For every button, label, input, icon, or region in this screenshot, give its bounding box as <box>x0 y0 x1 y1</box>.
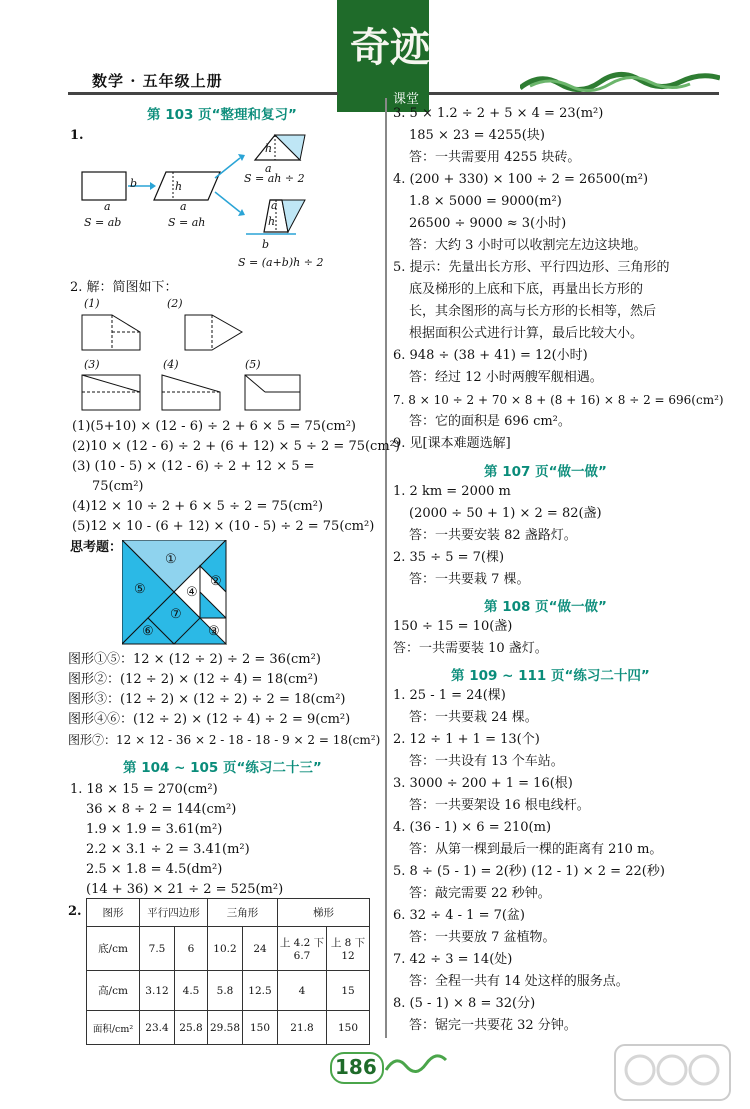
td-area-6: 150 <box>327 1011 370 1045</box>
section-title-107: 第 107 页“做一做” <box>484 464 607 480</box>
td-base-4: 24 <box>243 927 278 971</box>
think-line-2: 图形②：(12 ÷ 2) × (12 ÷ 4) = 18(cm²) <box>68 672 319 687</box>
think-line-5: 图形⑦：12 × 12 - 36 × 2 - 18 - 18 - 9 × 2 = 18(cm²) <box>68 733 381 747</box>
td-base-3: 10.2 <box>208 927 243 971</box>
para-h-label: h <box>175 180 183 193</box>
q2-heading: 2. 解：简图如下： <box>70 280 178 295</box>
q2-line-5: (4)12 × 10 ÷ 2 + 6 × 5 ÷ 2 = 75(cm²) <box>72 499 324 514</box>
r2-line-5: 答：一共要栽 7 棵。 <box>409 572 530 587</box>
td-height-2: 4.5 <box>175 971 208 1011</box>
header-rule-left <box>68 92 338 95</box>
ex-line-5: 2.5 × 1.8 = 4.5(dm²) <box>86 862 223 877</box>
area-formula-diagram <box>70 130 370 280</box>
tangram-5: ⑤ <box>134 582 146 597</box>
area-table <box>86 898 370 1045</box>
r1-line-9: 底及梯形的上底和下底，再量出长方形的 <box>409 282 644 297</box>
footer-swirl-icon <box>384 1052 454 1080</box>
fig-label-1: (1) <box>84 297 100 310</box>
fig-label-5: (5) <box>245 358 261 371</box>
tri-a-label: a <box>265 162 272 175</box>
td-area-2: 25.8 <box>175 1011 208 1045</box>
q2-table-number: 2. <box>68 904 82 919</box>
td-height-4: 12.5 <box>243 971 278 1011</box>
td-height-5: 4 <box>278 971 327 1011</box>
r1-line-15: 答：它的面积是 696 cm²。 <box>409 414 571 429</box>
r4-line-16: 答：锯完一共要花 32 分钟。 <box>409 1018 577 1033</box>
r2-line-4: 2. 35 ÷ 5 = 7(棵) <box>393 550 505 565</box>
r1-line-12: 6. 948 ÷ (38 + 41) = 12(小时) <box>393 348 588 363</box>
tangram-4: ④ <box>186 585 198 600</box>
ex-line-6: (14 + 36) × 21 ÷ 2 = 525(m²) <box>86 882 284 897</box>
composite-shape-sketches <box>70 310 370 420</box>
r1-line-11: 根据面积公式进行计算，最后比较大小。 <box>409 326 644 341</box>
td-area-3: 29.58 <box>208 1011 243 1045</box>
header-rule-right <box>429 92 719 95</box>
q1-number: 1. <box>70 128 84 143</box>
think-line-3: 图形③：(12 ÷ 2) × (12 ÷ 2) ÷ 2 = 18(cm²) <box>68 692 346 707</box>
r4-line-15: 8. (5 - 1) × 8 = 32(分) <box>393 996 536 1011</box>
td-height-6: 15 <box>327 971 370 1011</box>
r1-line-10: 长，其余图形的高与长方形的长相等，然后 <box>409 304 657 319</box>
section-title-104: 第 104 ~ 105 页“练习二十三” <box>123 760 322 776</box>
think-label: 思考题： <box>70 540 123 555</box>
r1-line-4: 4. (200 + 330) × 100 ÷ 2 = 26500(m²) <box>393 172 649 187</box>
th-shape: 图形 <box>87 899 140 927</box>
r4-line-8: 答：从第一棵到最后一棵的距离有 210 m。 <box>409 842 663 857</box>
r3-line-1: 150 ÷ 15 = 10(盏) <box>393 619 513 634</box>
header-ornament-icon <box>520 70 720 92</box>
tri-h-label: h <box>265 142 273 155</box>
r1-line-7: 答：大约 3 小时可以收割完左边这块地。 <box>409 238 647 253</box>
td-base-2: 6 <box>175 927 208 971</box>
q2-line-3: (3) (10 - 5) × (12 - 6) ÷ 2 + 12 × 5 = <box>72 459 315 474</box>
tri-formula: S = ah ÷ 2 <box>244 172 305 185</box>
fig-label-2: (2) <box>167 297 183 310</box>
td-area-1: 23.4 <box>140 1011 175 1045</box>
rect-formula: S = ab <box>84 216 122 229</box>
trap-h-label: h <box>268 215 276 228</box>
tangram-3: ③ <box>208 624 220 639</box>
td-area-4: 150 <box>243 1011 278 1045</box>
r1-line-3: 答：一共需要用 4255 块砖。 <box>409 150 581 165</box>
r4-line-12: 答：一共要放 7 盆植物。 <box>409 930 556 945</box>
fig-label-3: (3) <box>84 358 100 371</box>
think-line-1: 图形①⑤：12 × (12 ÷ 2) ÷ 2 = 36(cm²) <box>68 652 321 667</box>
q2-line-4: 75(cm²) <box>92 479 144 494</box>
td-base-label: 底/cm <box>87 927 140 971</box>
r2-line-2: (2000 ÷ 50 + 1) × 2 = 82(盏) <box>409 506 602 521</box>
ex-line-4: 2.2 × 3.1 ÷ 2 = 3.41(m²) <box>86 842 250 857</box>
r4-line-1: 1. 25 - 1 = 24(棵) <box>393 688 506 703</box>
tangram-7: ⑦ <box>170 607 182 622</box>
trap-formula: S = (a+b)h ÷ 2 <box>238 256 324 269</box>
trap-b-label: b <box>262 238 270 251</box>
td-base-6: 上 8 下 12 <box>327 927 370 971</box>
r1-line-16: 9. 见[课本难题选解] <box>393 436 511 451</box>
th-trapezoid: 梯形 <box>278 899 370 927</box>
r1-line-6: 26500 ÷ 9000 ≈ 3(小时) <box>409 216 567 231</box>
r4-line-5: 3. 3000 ÷ 200 + 1 = 16(根) <box>393 776 573 791</box>
fig-label-4: (4) <box>163 358 179 371</box>
r1-line-13: 答：经过 12 小时两艘军舰相遇。 <box>409 370 603 385</box>
rect-a-label: a <box>104 200 111 213</box>
trap-a-label: a <box>271 199 278 212</box>
r4-line-10: 答：敲完需要 22 秒钟。 <box>409 886 551 901</box>
th-parallelogram: 平行四边形 <box>140 899 208 927</box>
r4-line-2: 答：一共要栽 24 棵。 <box>409 710 538 725</box>
para-formula: S = ah <box>168 216 206 229</box>
q2-line-2: (2)10 × (12 - 6) ÷ 2 + (6 + 12) × 5 ÷ 2 = 75(cm²) <box>72 439 400 454</box>
rect-b-label: b <box>130 177 138 190</box>
td-height-3: 5.8 <box>208 971 243 1011</box>
r3-line-2: 答：一共需要装 10 盏灯。 <box>393 641 548 656</box>
tangram-1: ① <box>165 552 177 567</box>
ex-line-2: 36 × 8 ÷ 2 = 144(cm²) <box>86 802 237 817</box>
r1-line-5: 1.8 × 5000 = 9000(m²) <box>409 194 562 209</box>
r4-line-14: 答：全程一共有 14 处这样的服务点。 <box>409 974 629 989</box>
section-title-108: 第 108 页“做一做” <box>484 599 607 615</box>
brand-logo-subtext: 课堂 <box>393 92 420 107</box>
r4-line-3: 2. 12 ÷ 1 + 1 = 13(个) <box>393 732 540 747</box>
r1-line-1: 3. 5 × 1.2 ÷ 2 + 5 × 4 = 23(m²) <box>393 106 604 121</box>
q2-line-6: (5)12 × 10 - (6 + 12) × (10 - 5) ÷ 2 = 75(cm²) <box>72 519 375 534</box>
ex-line-1: 1. 18 × 15 = 270(cm²) <box>70 782 218 797</box>
r1-line-14: 7. 8 × 10 ÷ 2 + 70 × 8 + (8 + 16) × 8 ÷ 2 = 696(cm²) <box>393 393 724 407</box>
r4-line-11: 6. 32 ÷ 4 - 1 = 7(盆) <box>393 908 526 923</box>
td-base-5: 上 4.2 下 6.7 <box>278 927 327 971</box>
r4-line-4: 答：一共设有 13 个车站。 <box>409 754 564 769</box>
r1-line-2: 185 × 23 = 4255(块) <box>409 128 545 143</box>
td-base-1: 7.5 <box>140 927 175 971</box>
think-line-4: 图形④⑥：(12 ÷ 2) × (12 ÷ 4) ÷ 2 = 9(cm²) <box>68 712 351 727</box>
r1-line-8: 5. 提示：先量出长方形、平行四边形、三角形的 <box>393 260 670 275</box>
tangram-2: ② <box>210 574 222 589</box>
para-a-label: a <box>180 200 187 213</box>
tangram-6: ⑥ <box>142 624 154 639</box>
ex-line-3: 1.9 × 1.9 = 3.61(m²) <box>86 822 223 837</box>
r4-line-6: 答：一共要架设 16 根电线杆。 <box>409 798 590 813</box>
q2-line-1: (1)(5+10) × (12 - 6) ÷ 2 + 6 × 5 = 75(cm²) <box>72 419 356 434</box>
r2-line-3: 答：一共要安装 82 盏路灯。 <box>409 528 577 543</box>
td-area-5: 21.8 <box>278 1011 327 1045</box>
td-area-label: 面积/cm² <box>87 1011 140 1045</box>
brand-logo-text: 奇迹 <box>350 25 430 71</box>
r2-line-1: 1. 2 km = 2000 m <box>393 484 511 499</box>
r4-line-13: 7. 42 ÷ 3 = 14(处) <box>393 952 513 967</box>
r4-line-9: 5. 8 ÷ (5 - 1) = 2(秒) (12 - 1) × 2 = 22(秒) <box>393 864 665 879</box>
td-height-label: 高/cm <box>87 971 140 1011</box>
column-divider <box>385 98 387 1038</box>
r4-line-7: 4. (36 - 1) × 6 = 210(m) <box>393 820 552 835</box>
th-triangle: 三角形 <box>208 899 278 927</box>
page-number: 186 <box>335 1055 377 1079</box>
watermark-icon <box>610 1040 735 1105</box>
book-subject: 数学 · 五年级上册 <box>92 72 223 90</box>
td-height-1: 3.12 <box>140 971 175 1011</box>
section-title-109: 第 109 ~ 111 页“练习二十四” <box>451 668 650 684</box>
section-title-103: 第 103 页“整理和复习” <box>147 107 297 123</box>
